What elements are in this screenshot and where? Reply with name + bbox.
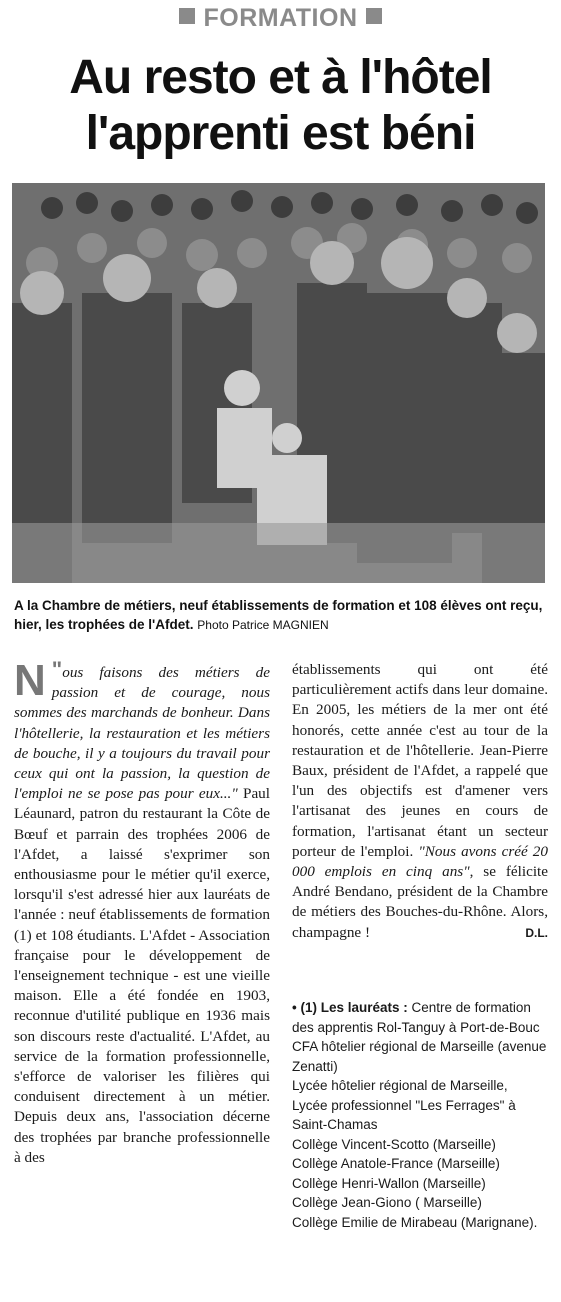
headline-line-1: Au resto et à l'hôtel [69, 51, 492, 104]
laureate-item: Centre de formation des apprentis Rol-Tanguy à Port-de-Bouc [292, 1000, 540, 1035]
section-rubric [0, 4, 561, 33]
photo-illustration [12, 183, 545, 583]
laureates-heading: • (1) Les lauréats : [292, 1000, 408, 1015]
photo-caption [14, 596, 549, 635]
laureate-item: Collège Vincent-Scotto (Marseille) [292, 1136, 496, 1152]
square-icon [179, 8, 195, 24]
laureate-item: Lycée hôtelier régional de Marseille, [292, 1078, 508, 1093]
rubric-label: FORMATION [203, 4, 358, 32]
laureate-item: Collège Anatole-France (Marseille) [292, 1156, 500, 1171]
dropcap: N [14, 656, 46, 705]
article-paragraph [14, 656, 270, 1168]
laureate-item: Lycée professionnel "Les Ferrages" à Saint-Chamas [292, 1097, 516, 1132]
laureate-item: CFA hôtelier régional de Marseille (avenue Zenatti) [292, 1039, 547, 1074]
square-icon [366, 8, 382, 24]
laureate-item: Collège Jean-Giono ( Marseille) [292, 1195, 482, 1210]
open-quote-icon: " [51, 657, 63, 682]
article-body-right-1: établissements qui ont été particulièrement actifs dans leur domaine. En 2005, les métiers de la mer ont été honorés, cette année c'est au tour de la restauration et de l'hôtellerie. Jean-Pierre Baux, président de l'Afdet, a rappelé que l'un des objectifs est d'amener vers l'artisanat des jeunes en cours de formation, l'artisanat étant un secteur porteur de l'emploi. [292, 661, 548, 860]
caption-text: A la Chambre de métiers, neuf établissements de formation et 108 élèves ont reçu, hier, les trophées de l'Afdet. [14, 598, 543, 632]
quote-text-right: "Nous avons créé 20 000 emplois en cinq ans" [292, 842, 548, 881]
article-body-left: Paul Léaunard, patron du restaurant la Côte de Bœuf et parrain des trophées 2006 de l'Afdet, a laissé s'exprimer son enthousiasme pour le métier qu'il exerce, lorsqu'il s'est adressé hier aux lauréats de l'année : neuf établissements de formation (1) et 108 étudiants. L'Afdet - Association française pour le développement de l'enseignement technique - est une vieille maison. Elle a été fondée en 1903, reconnue d'utilité publique en 1936 mais son discours reste d'actualité. L'Afdet, au service de la formation professionnelle, s'efforce de valoriser les filières qui conduisent directement à un métier. Depuis deux ans, l'association décerne des trophées par branche professionnelle à des [14, 785, 270, 1166]
article-column-left [14, 656, 270, 1168]
quote-text: ous faisons des métiers de passion et de courage, nous sommes des marchands de bonheur. Dans l'hôtellerie, la restauration et les métiers de bouche, il y a toujours du travail pour ceux qui ont la passion, la question de l'emploi ne se pose pas pour eux..." [14, 664, 270, 803]
headline-line-2: l'apprenti est béni [85, 107, 476, 160]
article-paragraph-continued [292, 660, 548, 943]
headline [0, 50, 561, 162]
article-body-right-2: , se félicite André Bendano, président de la Chambre de métiers des Bouches-du-Rhône. Alors, champagne ! [292, 863, 548, 941]
article-column-right [292, 660, 548, 943]
photo-credit: Photo Patrice MAGNIEN [197, 618, 329, 632]
laureate-item: Collège Henri-Wallon (Marseille) [292, 1175, 486, 1191]
author-signature: D.L. [525, 925, 548, 940]
laureate-item: Collège Emilie de Mirabeau (Marignane). [292, 1214, 538, 1230]
laureates-box [292, 998, 548, 1232]
group-photo [12, 183, 545, 583]
